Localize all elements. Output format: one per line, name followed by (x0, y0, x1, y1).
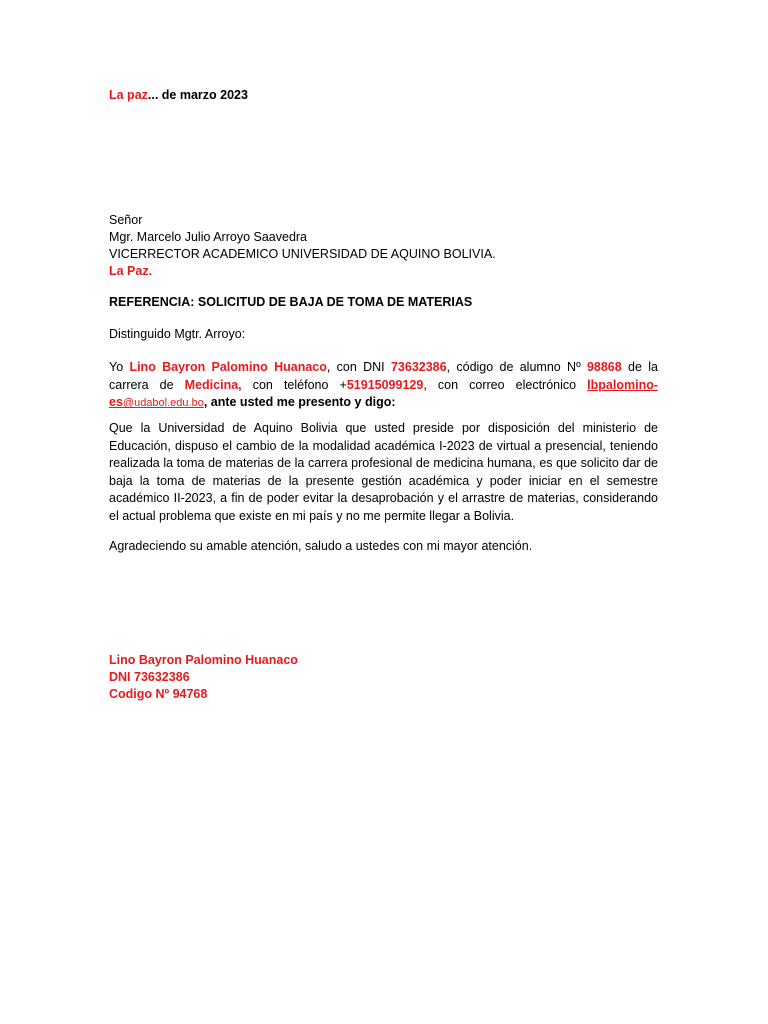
intro-text-1: Yo (109, 360, 130, 374)
intro-paragraph (109, 359, 658, 413)
closing-line: Agradeciendo su amable atención, saludo a ustedes con mi mayor atención. (109, 539, 533, 553)
recipient-name: Mgr. Marcelo Julio Arroyo Saavedra (109, 230, 308, 244)
email-domain: @udabol.edu.bo (122, 397, 204, 410)
intro-text-5: con teléfono + (241, 377, 347, 392)
body-paragraph: Que la Universidad de Aquino Bolivia que usted preside por disposición del ministerio de Educación, dispuso el cambio de la modalidad académica I-2023 de virtual a presencial, teniendo realizada la toma de materias de la carrera profesional de medicina humana, es que solicito dar de baja la toma de materias de la presente gestión académica y poder iniciar en el semestre académico II-2023, a fin de poder evitar la desaprobación y el arrastre de materias, considerando el actual problema que existe en mi país y no me permite llegar a Bolivia. (109, 421, 658, 523)
signature-name: Lino Bayron Palomino Huanaco (109, 653, 298, 667)
intro-text-7: , ante usted me presento y digo: (203, 395, 396, 410)
intro-text-6: , con correo electrónico (423, 377, 588, 392)
date-rest: ... de marzo 2023 (147, 88, 248, 102)
email-user: lbpalomino-es (109, 377, 658, 410)
intro-text-3: , código de alumno Nº (446, 360, 587, 374)
intro-dni: 73632386 (390, 360, 447, 374)
recipient-city: La Paz. (109, 264, 153, 278)
recipient-title: VICERRECTOR ACADEMICO UNIVERSIDAD DE AQUINO BOLIVIA. (109, 247, 496, 261)
intro-phone: 51915099129 (346, 377, 424, 392)
signature-dni: DNI 73632386 (109, 670, 190, 684)
date-line (109, 87, 248, 104)
date-city: La paz (109, 88, 148, 102)
greeting: Distinguido Mgtr. Arroyo: (109, 327, 246, 341)
reference-line: REFERENCIA: SOLICITUD DE BAJA DE TOMA DE MATERIAS (109, 295, 473, 309)
intro-text-4: de la carrera de (109, 360, 658, 392)
intro-student-code: 98868 (586, 360, 622, 374)
recipient-salutation: Señor (109, 213, 143, 227)
intro-career: Medicina, (184, 377, 242, 392)
intro-text-2: , con DNI (326, 360, 391, 374)
intro-student-name: Lino Bayron Palomino Huanaco (129, 360, 327, 374)
signature-code: Codigo Nº 94768 (109, 687, 208, 701)
